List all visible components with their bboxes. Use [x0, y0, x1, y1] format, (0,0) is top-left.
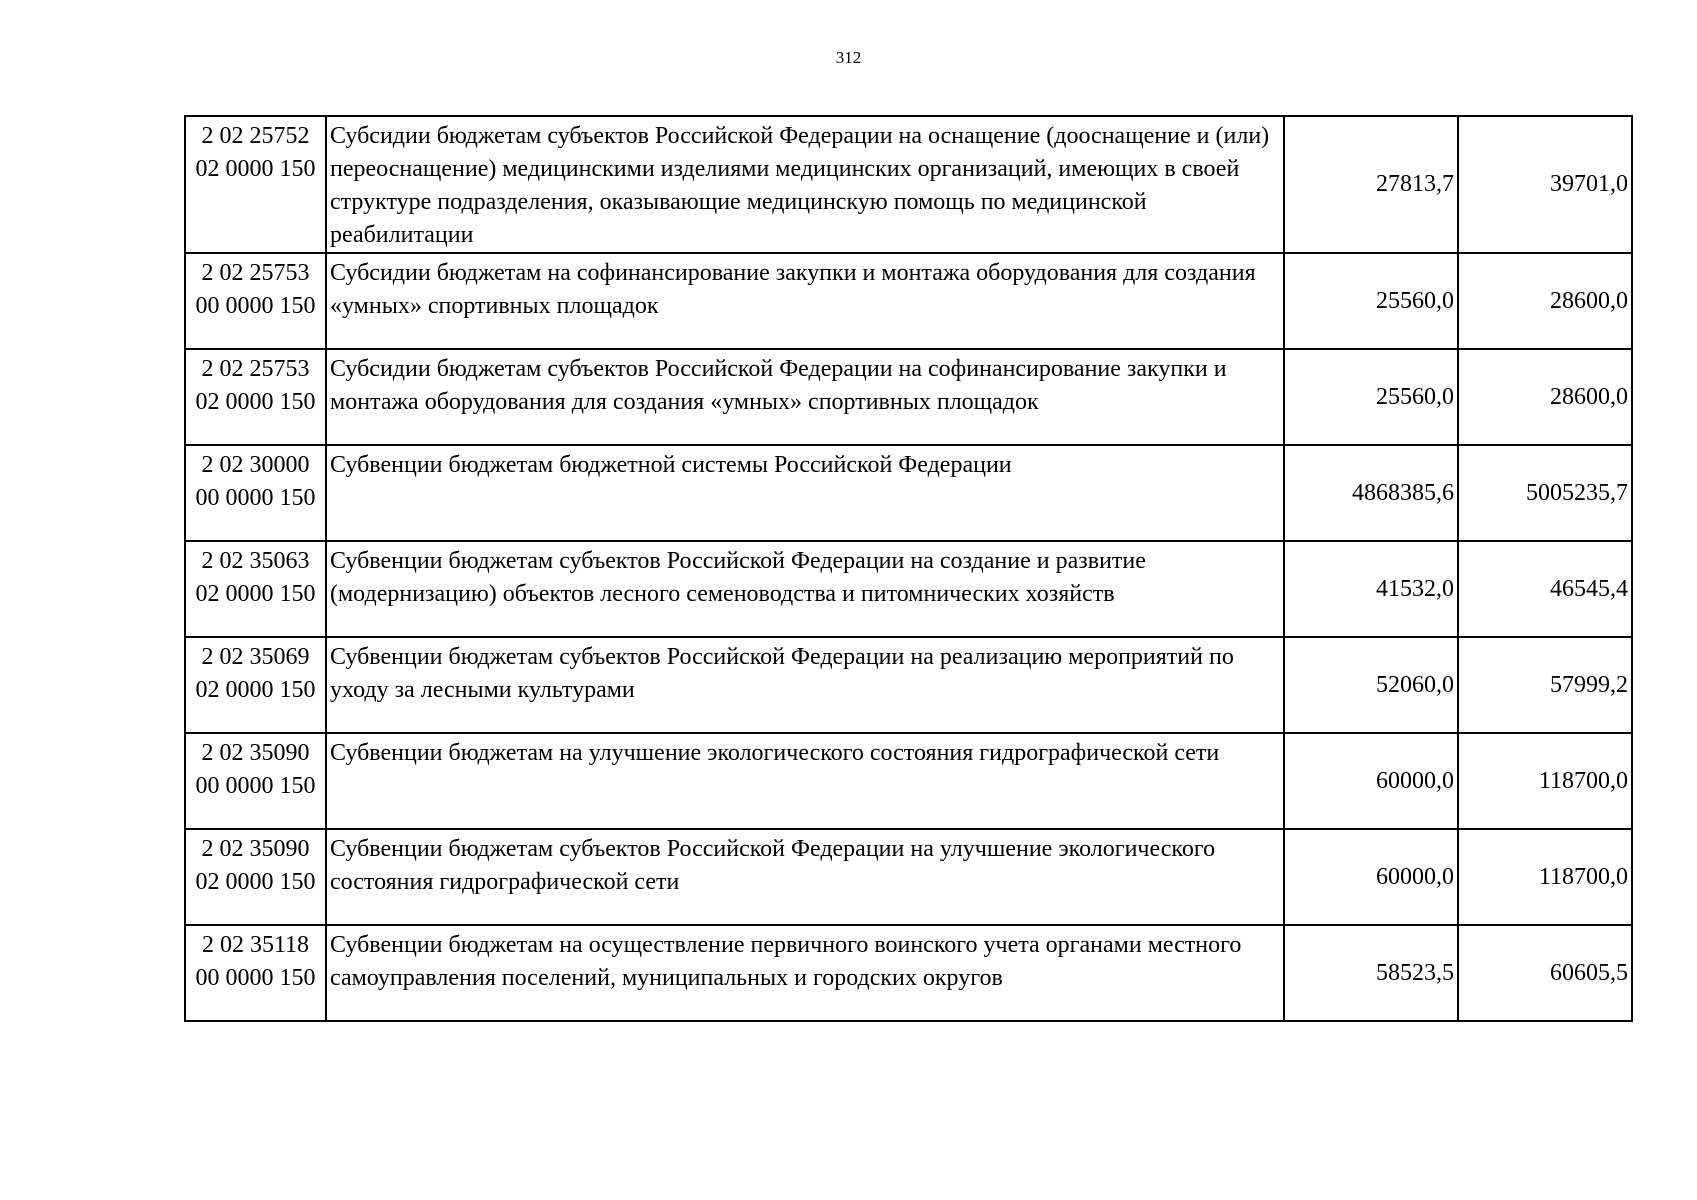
budget-code-line1: 2 02 30000 [201, 452, 310, 478]
budget-code-line2: 00 0000 150 [195, 293, 316, 319]
budget-code-cell [185, 733, 326, 829]
budget-code-line1: 2 02 35069 [201, 644, 310, 670]
description-cell: Субвенции бюджетам субъектов Российской Федерации на реализацию мероприятий по уходу за лесными культурами [326, 637, 1284, 733]
table-row [185, 925, 1632, 1021]
value-cell-1: 25560,0 [1284, 253, 1458, 349]
budget-code-cell [185, 637, 326, 733]
value-cell-2: 46545,4 [1458, 541, 1632, 637]
value-cell-1: 25560,0 [1284, 349, 1458, 445]
value-cell-1: 58523,5 [1284, 925, 1458, 1021]
table-row [185, 541, 1632, 637]
value-cell-1: 52060,0 [1284, 637, 1458, 733]
value-cell-2: 39701,0 [1458, 116, 1632, 253]
budget-table-body [185, 116, 1632, 1021]
value-cell-2: 5005235,7 [1458, 445, 1632, 541]
value-cell-2: 28600,0 [1458, 349, 1632, 445]
budget-code-cell [185, 253, 326, 349]
budget-code-cell [185, 829, 326, 925]
description-cell: Субсидии бюджетам субъектов Российской Федерации на оснащение (дооснащение и (или) переоснащение) медицинскими изделиями медицинских организаций, имеющих в своей структуре подразделения, оказывающие медицинскую помощь по медицинской реабилитации [326, 116, 1284, 253]
description-cell: Субвенции бюджетам бюджетной системы Российской Федерации [326, 445, 1284, 541]
budget-code-line1: 2 02 35090 [201, 836, 310, 862]
budget-code-line1: 2 02 35118 [201, 932, 310, 958]
budget-code-line2: 00 0000 150 [195, 965, 316, 991]
budget-code-cell [185, 445, 326, 541]
table-row [185, 349, 1632, 445]
budget-code-line1: 2 02 25753 [201, 260, 310, 286]
value-cell-1: 41532,0 [1284, 541, 1458, 637]
table-row [185, 445, 1632, 541]
value-cell-2: 60605,5 [1458, 925, 1632, 1021]
budget-code-line1: 2 02 25753 [201, 356, 310, 382]
value-cell-1: 60000,0 [1284, 829, 1458, 925]
budget-code-cell [185, 349, 326, 445]
description-cell: Субвенции бюджетам субъектов Российской Федерации на создание и развитие (модернизацию) объектов лесного семеноводства и питомнических хозяйств [326, 541, 1284, 637]
budget-code-line2: 02 0000 150 [195, 869, 316, 895]
description-cell: Субсидии бюджетам на софинансирование закупки и монтажа оборудования для создания «умных» спортивных площадок [326, 253, 1284, 349]
budget-code-cell [185, 116, 326, 253]
value-cell-2: 118700,0 [1458, 733, 1632, 829]
table-row [185, 733, 1632, 829]
description-cell: Субвенции бюджетам на осуществление первичного воинского учета органами местного самоуправления поселений, муниципальных и городских округов [326, 925, 1284, 1021]
value-cell-2: 118700,0 [1458, 829, 1632, 925]
value-cell-1: 27813,7 [1284, 116, 1458, 253]
value-cell-2: 57999,2 [1458, 637, 1632, 733]
budget-code-line1: 2 02 35063 [201, 548, 310, 574]
description-cell: Субвенции бюджетам на улучшение экологического состояния гидрографической сети [326, 733, 1284, 829]
value-cell-2: 28600,0 [1458, 253, 1632, 349]
budget-code-line2: 02 0000 150 [195, 677, 316, 703]
budget-code-line2: 00 0000 150 [195, 773, 316, 799]
budget-code-line1: 2 02 25752 [201, 123, 310, 149]
value-cell-1: 4868385,6 [1284, 445, 1458, 541]
table-row [185, 829, 1632, 925]
value-cell-1: 60000,0 [1284, 733, 1458, 829]
budget-code-cell [185, 925, 326, 1021]
budget-code-line2: 02 0000 150 [195, 389, 316, 415]
budget-code-line1: 2 02 35090 [201, 740, 310, 766]
budget-code-line2: 02 0000 150 [195, 156, 316, 182]
budget-table [184, 115, 1633, 1022]
table-row [185, 116, 1632, 253]
budget-code-line2: 02 0000 150 [195, 581, 316, 607]
description-cell: Субсидии бюджетам субъектов Российской Федерации на софинансирование закупки и монтажа оборудования для создания «умных» спортивных площадок [326, 349, 1284, 445]
description-cell: Субвенции бюджетам субъектов Российской Федерации на улучшение экологического состояния гидрографической сети [326, 829, 1284, 925]
budget-code-cell [185, 541, 326, 637]
table-row [185, 637, 1632, 733]
budget-code-line2: 00 0000 150 [195, 485, 316, 511]
table-row [185, 253, 1632, 349]
page-number: 312 [835, 48, 862, 67]
